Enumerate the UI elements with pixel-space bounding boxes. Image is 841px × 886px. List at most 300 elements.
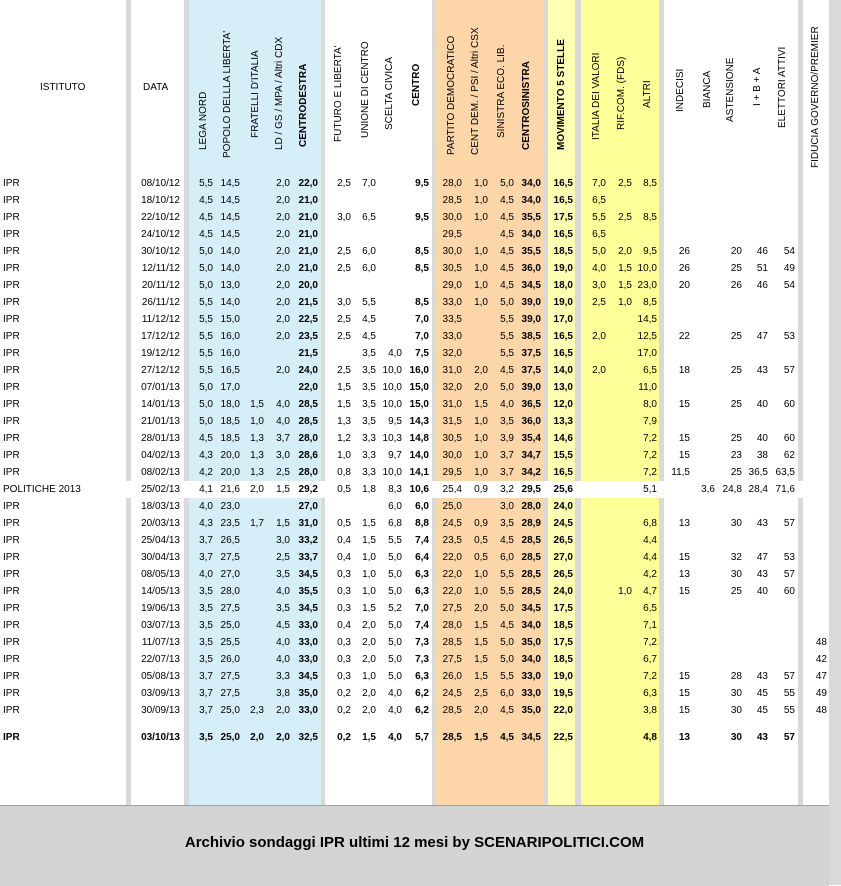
pdl-cell: 14,5 xyxy=(220,212,240,223)
istituto-cell: IPR xyxy=(3,732,20,743)
m5s-cell: 16,5 xyxy=(553,195,573,206)
fiducia-cell xyxy=(803,379,827,396)
fdi-cell: 1,0 xyxy=(250,416,264,427)
ibpa-cell xyxy=(742,600,768,617)
fdi-cell: 2,3 xyxy=(250,705,264,716)
date-cell: 03/10/13 xyxy=(141,732,180,743)
sel-cell: 3,7 xyxy=(500,450,514,461)
elettori-cell xyxy=(768,175,795,192)
altri-cell: 7,1 xyxy=(643,620,657,631)
istituto-cell: IPR xyxy=(3,705,20,716)
scelta-civica-cell: 6,8 xyxy=(388,518,402,529)
fli-cell: 0,4 xyxy=(337,620,351,631)
ld-gs-cell: 2,0 xyxy=(276,280,290,291)
fdi-cell xyxy=(240,345,264,362)
date-cell: 08/10/12 xyxy=(141,178,180,189)
astensione-cell: 24,8 xyxy=(722,484,742,495)
pdl-cell: 27,5 xyxy=(220,688,240,699)
bianca-cell xyxy=(690,430,715,447)
ld-gs-cell: 4,0 xyxy=(276,654,290,665)
altri-cell: 6,7 xyxy=(643,654,657,665)
fiducia-cell: 42 xyxy=(815,654,827,665)
fdi-cell: 1,3 xyxy=(250,433,264,444)
ld-gs-cell: 2,0 xyxy=(276,314,290,325)
astensione-cell xyxy=(715,311,742,328)
fiducia-cell xyxy=(803,729,827,746)
date-cell: 08/05/13 xyxy=(141,569,180,580)
rif-cell xyxy=(606,566,632,583)
fdi-cell xyxy=(240,634,264,651)
pdl-cell: 27,5 xyxy=(220,552,240,563)
m5s-cell: 22,5 xyxy=(553,732,573,743)
centrosinistra-cell: 34,5 xyxy=(521,280,541,291)
istituto-cell: IPR xyxy=(3,365,20,376)
lega-nord-cell: 4,5 xyxy=(199,229,213,240)
idv-cell xyxy=(582,345,606,362)
header-idv: ITALIA DEI VALORI xyxy=(591,52,602,140)
header-indecisi: INDECISI xyxy=(675,68,686,112)
scelta-civica-cell xyxy=(376,277,402,294)
elettori-cell xyxy=(768,498,795,515)
cent-dem-cell: 2,0 xyxy=(474,382,488,393)
indecisi-cell xyxy=(665,617,690,634)
scelta-civica-cell: 5,0 xyxy=(388,552,402,563)
udc-cell xyxy=(351,277,376,294)
ibpa-cell: 40 xyxy=(756,433,768,444)
scelta-civica-cell xyxy=(376,175,402,192)
altri-cell xyxy=(632,226,657,243)
udc-cell: 2,0 xyxy=(362,654,376,665)
elettori-cell: 60 xyxy=(783,433,795,444)
udc-cell: 3,5 xyxy=(362,416,376,427)
elettori-cell: 49 xyxy=(783,263,795,274)
pd-cell: 29,5 xyxy=(442,467,462,478)
centro-cell: 14,8 xyxy=(409,433,429,444)
pdl-cell: 16,0 xyxy=(220,348,240,359)
fdi-cell xyxy=(240,311,264,328)
pdl-cell: 18,5 xyxy=(220,433,240,444)
fli-cell: 2,5 xyxy=(337,314,351,325)
astensione-cell: 25 xyxy=(730,433,742,444)
istituto-cell: IPR xyxy=(3,654,20,665)
udc-cell xyxy=(351,226,376,243)
table-row xyxy=(0,532,829,549)
ibpa-cell: 36,5 xyxy=(748,467,768,478)
centro-cell: 7,0 xyxy=(415,331,429,342)
bianca-cell xyxy=(690,260,715,277)
rif-cell xyxy=(606,328,632,345)
cent-dem-cell: 2,0 xyxy=(474,705,488,716)
date-cell: 05/08/13 xyxy=(141,671,180,682)
lega-nord-cell: 3,5 xyxy=(199,654,213,665)
astensione-cell xyxy=(715,379,742,396)
ibpa-cell: 45 xyxy=(756,688,768,699)
ld-gs-cell: 4,0 xyxy=(276,586,290,597)
sel-cell: 4,5 xyxy=(500,365,514,376)
scelta-civica-cell: 4,0 xyxy=(388,688,402,699)
fiducia-cell xyxy=(803,396,827,413)
astensione-cell xyxy=(715,600,742,617)
udc-cell: 3,5 xyxy=(362,348,376,359)
sel-cell: 3,0 xyxy=(500,501,514,512)
centrodestra-cell: 28,0 xyxy=(298,433,318,444)
ibpa-cell xyxy=(742,209,768,226)
indecisi-cell xyxy=(665,634,690,651)
ibpa-cell xyxy=(742,498,768,515)
pdl-cell: 26,0 xyxy=(220,654,240,665)
fli-cell: 2,5 xyxy=(337,365,351,376)
astensione-cell xyxy=(715,345,742,362)
scelta-civica-cell: 10,3 xyxy=(382,433,402,444)
date-cell: 21/01/13 xyxy=(141,416,180,427)
centrodestra-cell: 21,0 xyxy=(298,246,318,257)
bianca-cell xyxy=(690,311,715,328)
centrodestra-cell: 32,5 xyxy=(298,732,318,743)
astensione-cell xyxy=(715,651,742,668)
istituto-cell: IPR xyxy=(3,603,20,614)
altri-cell: 12,5 xyxy=(637,331,657,342)
scelta-civica-cell: 4,0 xyxy=(388,348,402,359)
ibpa-cell: 43 xyxy=(756,518,768,529)
table-row-election xyxy=(0,481,829,498)
idv-cell xyxy=(582,379,606,396)
idv-cell: 2,5 xyxy=(592,297,606,308)
elettori-cell xyxy=(768,600,795,617)
centro-cell: 8,8 xyxy=(415,518,429,529)
altri-cell: 7,2 xyxy=(643,450,657,461)
bianca-cell xyxy=(690,328,715,345)
table-row xyxy=(0,583,829,600)
elettori-cell: 57 xyxy=(783,518,795,529)
elettori-cell xyxy=(768,532,795,549)
m5s-cell: 16,5 xyxy=(553,348,573,359)
centrodestra-cell: 23,5 xyxy=(298,331,318,342)
fdi-cell xyxy=(240,379,264,396)
udc-cell: 7,0 xyxy=(362,178,376,189)
fli-cell: 0,2 xyxy=(337,732,351,743)
fli-cell: 0,8 xyxy=(337,467,351,478)
centrodestra-cell: 22,5 xyxy=(298,314,318,325)
centro-cell: 6,4 xyxy=(415,552,429,563)
centro-cell: 6,3 xyxy=(415,671,429,682)
sel-cell: 5,5 xyxy=(500,348,514,359)
header-altri: ALTRI xyxy=(642,80,653,108)
pd-cell: 28,0 xyxy=(442,620,462,631)
scelta-civica-cell: 5,0 xyxy=(388,586,402,597)
header-scelta-civica: SCELTA CIVICA xyxy=(384,57,395,130)
rif-cell xyxy=(606,600,632,617)
bianca-cell xyxy=(690,192,715,209)
fli-cell: 0,3 xyxy=(337,637,351,648)
table-row xyxy=(0,515,829,532)
altri-cell: 6,8 xyxy=(643,518,657,529)
udc-cell: 6,5 xyxy=(362,212,376,223)
udc-cell: 1,5 xyxy=(362,603,376,614)
centro-cell: 10,6 xyxy=(409,484,429,495)
istituto-cell: IPR xyxy=(3,331,20,342)
idv-cell xyxy=(582,685,606,702)
table-row xyxy=(0,243,829,260)
centrodestra-cell: 24,0 xyxy=(298,365,318,376)
istituto-cell: IPR xyxy=(3,416,20,427)
indecisi-cell: 15 xyxy=(678,586,690,597)
table-row xyxy=(0,260,829,277)
centro-cell xyxy=(402,277,429,294)
m5s-cell: 12,0 xyxy=(553,399,573,410)
idv-cell: 4,0 xyxy=(592,263,606,274)
centrodestra-cell: 22,0 xyxy=(298,178,318,189)
idv-cell xyxy=(582,600,606,617)
pdl-cell: 15,0 xyxy=(220,314,240,325)
idv-cell: 5,0 xyxy=(592,246,606,257)
indecisi-cell xyxy=(665,413,690,430)
astensione-cell: 20 xyxy=(730,246,742,257)
lega-nord-cell: 5,5 xyxy=(199,365,213,376)
centrosinistra-cell: 35,4 xyxy=(521,433,541,444)
sel-cell: 5,0 xyxy=(500,178,514,189)
rif-cell xyxy=(606,515,632,532)
date-cell: 14/05/13 xyxy=(141,586,180,597)
indecisi-cell: 15 xyxy=(678,433,690,444)
pd-cell: 33,0 xyxy=(442,331,462,342)
fdi-cell: 2,0 xyxy=(250,484,264,495)
pd-cell: 24,5 xyxy=(442,518,462,529)
scelta-civica-cell: 5,0 xyxy=(388,671,402,682)
udc-cell: 3,3 xyxy=(362,450,376,461)
fiducia-cell xyxy=(803,464,827,481)
ld-gs-cell: 2,0 xyxy=(276,365,290,376)
m5s-cell: 19,0 xyxy=(553,263,573,274)
ld-gs-cell: 4,0 xyxy=(276,399,290,410)
rif-cell: 2,0 xyxy=(618,246,632,257)
sel-cell: 5,5 xyxy=(500,314,514,325)
elettori-cell xyxy=(768,634,795,651)
date-cell: 08/02/13 xyxy=(141,467,180,478)
sel-cell: 5,0 xyxy=(500,297,514,308)
fli-cell xyxy=(326,226,351,243)
date-cell: 07/01/13 xyxy=(141,382,180,393)
fdi-cell xyxy=(240,549,264,566)
pdl-cell: 14,5 xyxy=(220,178,240,189)
sel-cell: 3,2 xyxy=(500,484,514,495)
fiducia-cell xyxy=(803,566,827,583)
elettori-cell: 57 xyxy=(783,732,795,743)
elettori-cell xyxy=(768,617,795,634)
table-row xyxy=(0,617,829,634)
ld-gs-cell: 2,0 xyxy=(276,178,290,189)
istituto-cell: IPR xyxy=(3,586,20,597)
pdl-cell: 23,5 xyxy=(220,518,240,529)
centrodestra-cell: 21,5 xyxy=(298,297,318,308)
idv-cell: 6,5 xyxy=(592,195,606,206)
centro-cell: 15,0 xyxy=(409,399,429,410)
idv-cell xyxy=(582,464,606,481)
rif-cell xyxy=(606,498,632,515)
cent-dem-cell: 1,0 xyxy=(474,433,488,444)
altri-cell: 10,0 xyxy=(637,263,657,274)
astensione-cell: 23 xyxy=(730,450,742,461)
centro-cell: 7,0 xyxy=(415,603,429,614)
table-row xyxy=(0,651,829,668)
istituto-cell: IPR xyxy=(3,620,20,631)
fiducia-cell xyxy=(803,617,827,634)
bianca-cell xyxy=(690,209,715,226)
lega-nord-cell: 5,0 xyxy=(199,263,213,274)
ld-gs-cell: 2,0 xyxy=(276,732,290,743)
sel-cell: 4,5 xyxy=(500,229,514,240)
astensione-cell: 32 xyxy=(730,552,742,563)
ld-gs-cell: 4,0 xyxy=(276,637,290,648)
centrosinistra-cell: 29,5 xyxy=(521,484,541,495)
rif-cell xyxy=(606,311,632,328)
cent-dem-cell: 1,5 xyxy=(474,637,488,648)
centrosinistra-cell: 37,5 xyxy=(521,348,541,359)
header-lega-nord: LEGA NORD xyxy=(198,91,209,150)
lega-nord-cell: 3,7 xyxy=(199,671,213,682)
sel-cell: 3,9 xyxy=(500,433,514,444)
fdi-cell xyxy=(240,668,264,685)
fli-cell: 2,5 xyxy=(337,246,351,257)
fdi-cell xyxy=(240,294,264,311)
astensione-cell: 30 xyxy=(730,705,742,716)
rif-cell xyxy=(606,396,632,413)
indecisi-cell: 15 xyxy=(678,552,690,563)
bianca-cell xyxy=(690,668,715,685)
idv-cell xyxy=(582,532,606,549)
header-centro: CENTRO xyxy=(411,63,422,106)
centrodestra-cell: 28,0 xyxy=(298,467,318,478)
centrodestra-cell: 20,0 xyxy=(298,280,318,291)
astensione-cell xyxy=(715,226,742,243)
pd-cell: 30,5 xyxy=(442,263,462,274)
centrosinistra-cell: 28,0 xyxy=(521,501,541,512)
idv-cell xyxy=(582,702,606,719)
cent-dem-cell: 1,0 xyxy=(474,297,488,308)
astensione-cell: 25 xyxy=(730,365,742,376)
centrosinistra-cell: 34,0 xyxy=(521,620,541,631)
bianca-cell xyxy=(690,396,715,413)
bianca-cell xyxy=(690,447,715,464)
fiducia-cell xyxy=(803,413,827,430)
m5s-cell: 16,5 xyxy=(553,331,573,342)
header-udc: UNIONE DI CENTRO xyxy=(360,41,371,138)
altri-cell: 4,4 xyxy=(643,552,657,563)
rif-cell: 1,5 xyxy=(618,263,632,274)
ld-gs-cell: 2,0 xyxy=(276,705,290,716)
ibpa-cell: 51 xyxy=(756,263,768,274)
table-row xyxy=(0,192,829,209)
lega-nord-cell: 4,5 xyxy=(199,195,213,206)
elettori-cell xyxy=(768,192,795,209)
fiducia-cell xyxy=(803,549,827,566)
header-ld-gs: LD / GS / MPA / Altri CDX xyxy=(274,36,285,150)
centro-cell: 6,2 xyxy=(415,688,429,699)
indecisi-cell: 15 xyxy=(678,705,690,716)
m5s-cell: 18,5 xyxy=(553,654,573,665)
pd-cell: 22,0 xyxy=(442,552,462,563)
sel-cell: 5,5 xyxy=(500,331,514,342)
sel-cell: 4,5 xyxy=(500,263,514,274)
fiducia-cell xyxy=(803,583,827,600)
bianca-cell xyxy=(690,702,715,719)
pd-cell: 29,0 xyxy=(442,280,462,291)
cent-dem-cell: 1,0 xyxy=(474,586,488,597)
table-row xyxy=(0,685,829,702)
sel-cell: 4,5 xyxy=(500,705,514,716)
fli-cell: 2,5 xyxy=(337,178,351,189)
ibpa-cell: 40 xyxy=(756,399,768,410)
date-cell: 20/11/12 xyxy=(141,280,180,291)
astensione-cell: 30 xyxy=(730,518,742,529)
udc-cell: 3,5 xyxy=(362,365,376,376)
indecisi-cell xyxy=(665,294,690,311)
ibpa-cell xyxy=(742,379,768,396)
date-cell: 24/10/12 xyxy=(141,229,180,240)
bianca-cell xyxy=(690,413,715,430)
centro-cell: 8,5 xyxy=(415,263,429,274)
astensione-cell: 30 xyxy=(730,688,742,699)
cent-dem-cell: 1,5 xyxy=(474,732,488,743)
pd-cell: 31,0 xyxy=(442,365,462,376)
pdl-cell: 25,0 xyxy=(220,732,240,743)
centrosinistra-cell: 34,2 xyxy=(521,467,541,478)
pdl-cell: 27,5 xyxy=(220,671,240,682)
pdl-cell: 20,0 xyxy=(220,467,240,478)
centro-cell: 7,0 xyxy=(415,314,429,325)
bianca-cell xyxy=(690,243,715,260)
pdl-cell: 13,0 xyxy=(220,280,240,291)
table-row xyxy=(0,413,829,430)
pdl-cell: 14,0 xyxy=(220,263,240,274)
header-m5s: MOVIMENTO 5 STELLE xyxy=(556,39,567,150)
astensione-cell xyxy=(715,498,742,515)
altri-cell: 7,2 xyxy=(643,671,657,682)
istituto-cell: IPR xyxy=(3,246,20,257)
fiducia-cell xyxy=(803,311,827,328)
fdi-cell: 1,3 xyxy=(250,450,264,461)
centro-cell: 7,4 xyxy=(415,620,429,631)
centrodestra-cell: 33,7 xyxy=(298,552,318,563)
idv-cell xyxy=(582,668,606,685)
fiducia-cell xyxy=(803,243,827,260)
scelta-civica-cell: 10,0 xyxy=(382,399,402,410)
centrosinistra-cell: 28,5 xyxy=(521,552,541,563)
udc-cell: 1,5 xyxy=(362,732,376,743)
bianca-cell xyxy=(690,685,715,702)
elettori-cell: 57 xyxy=(783,671,795,682)
header-fdi: FRATELLI D'ITALIA xyxy=(250,50,261,138)
table-row xyxy=(0,498,829,515)
bianca-cell xyxy=(690,277,715,294)
idv-cell xyxy=(582,498,606,515)
centrosinistra-cell: 36,5 xyxy=(521,399,541,410)
table-row xyxy=(0,566,829,583)
pd-cell: 29,5 xyxy=(442,229,462,240)
centro-cell: 6,2 xyxy=(415,705,429,716)
pd-cell: 27,5 xyxy=(442,603,462,614)
sel-cell: 3,5 xyxy=(500,518,514,529)
centro-cell: 6,3 xyxy=(415,586,429,597)
centrosinistra-cell: 34,5 xyxy=(521,603,541,614)
elettori-cell xyxy=(768,294,795,311)
header-astensione: ASTENSIONE xyxy=(725,57,736,122)
indecisi-cell xyxy=(665,192,690,209)
centrodestra-cell: 34,5 xyxy=(298,569,318,580)
ibpa-cell: 46 xyxy=(756,280,768,291)
bianca-cell xyxy=(690,498,715,515)
cent-dem-cell: 1,5 xyxy=(474,620,488,631)
pdl-cell: 23,0 xyxy=(220,501,240,512)
